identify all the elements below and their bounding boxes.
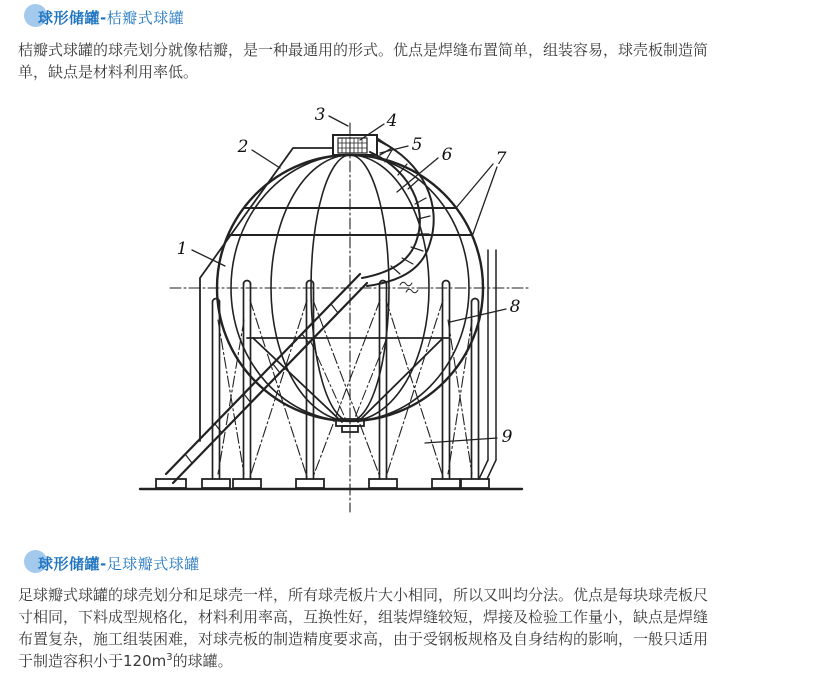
callout-label-5: 5 — [411, 135, 423, 155]
callout-label-6: 6 — [441, 145, 453, 165]
centerlines — [170, 123, 528, 512]
callout-label-7: 7 — [495, 149, 507, 169]
section-2-title-rest: 足球瓣式球罐 — [106, 555, 200, 573]
callout-label-3: 3 — [314, 105, 326, 125]
section-2-title — [38, 553, 200, 574]
paragraph-2-superscript: 3 — [166, 652, 173, 663]
paragraph-2 — [18, 584, 716, 672]
section-header-1 — [24, 4, 424, 31]
callout-label-8: 8 — [509, 297, 521, 317]
inclined-stair — [166, 274, 367, 483]
callout-label-1: 1 — [176, 239, 188, 259]
right-stair-rail — [479, 250, 496, 479]
section-1-title-bold: 球形储罐- — [38, 9, 107, 27]
callout-label-9: 9 — [501, 427, 513, 447]
section-header-2 — [24, 550, 424, 577]
paragraph-2-text-end: 的球罐。 — [172, 652, 233, 670]
section-1-title — [38, 7, 184, 28]
tank-structure-diagram — [130, 88, 560, 518]
tank-structure-figure — [130, 88, 560, 518]
paragraph-1: 桔瓣式球罐的球壳划分就像桔瓣，是一种最通用的形式。优点是焊缝布置简单，组装容易，球壳板制造简单，缺点是材料利用率低。 — [18, 41, 709, 81]
callout-label-4: 4 — [386, 111, 398, 131]
tie-rod-braces — [218, 300, 472, 477]
callout-label-2: 2 — [237, 137, 249, 157]
paragraph-2-text: 足球瓣式球罐的球壳划分和足球壳一样，所有球壳板片大小相同，所以又叫均分法。优点是每块球壳板尺寸相同，下料成型规格化，材料利用率高，互换性好，组装焊缝较短，焊接及检验工作量小，缺点是焊缝布置复杂，施工组装困难，对球壳板的制造精度要求高，由于受钢板规格及自身结构的影响，一般只适用于制造容积小于120m — [18, 586, 709, 670]
base-plates — [156, 479, 489, 488]
section-1-title-rest: 桔瓣式球罐 — [106, 9, 185, 27]
section-2-title-bold: 球形储罐- — [38, 555, 107, 573]
spiral-stairway — [362, 140, 434, 286]
